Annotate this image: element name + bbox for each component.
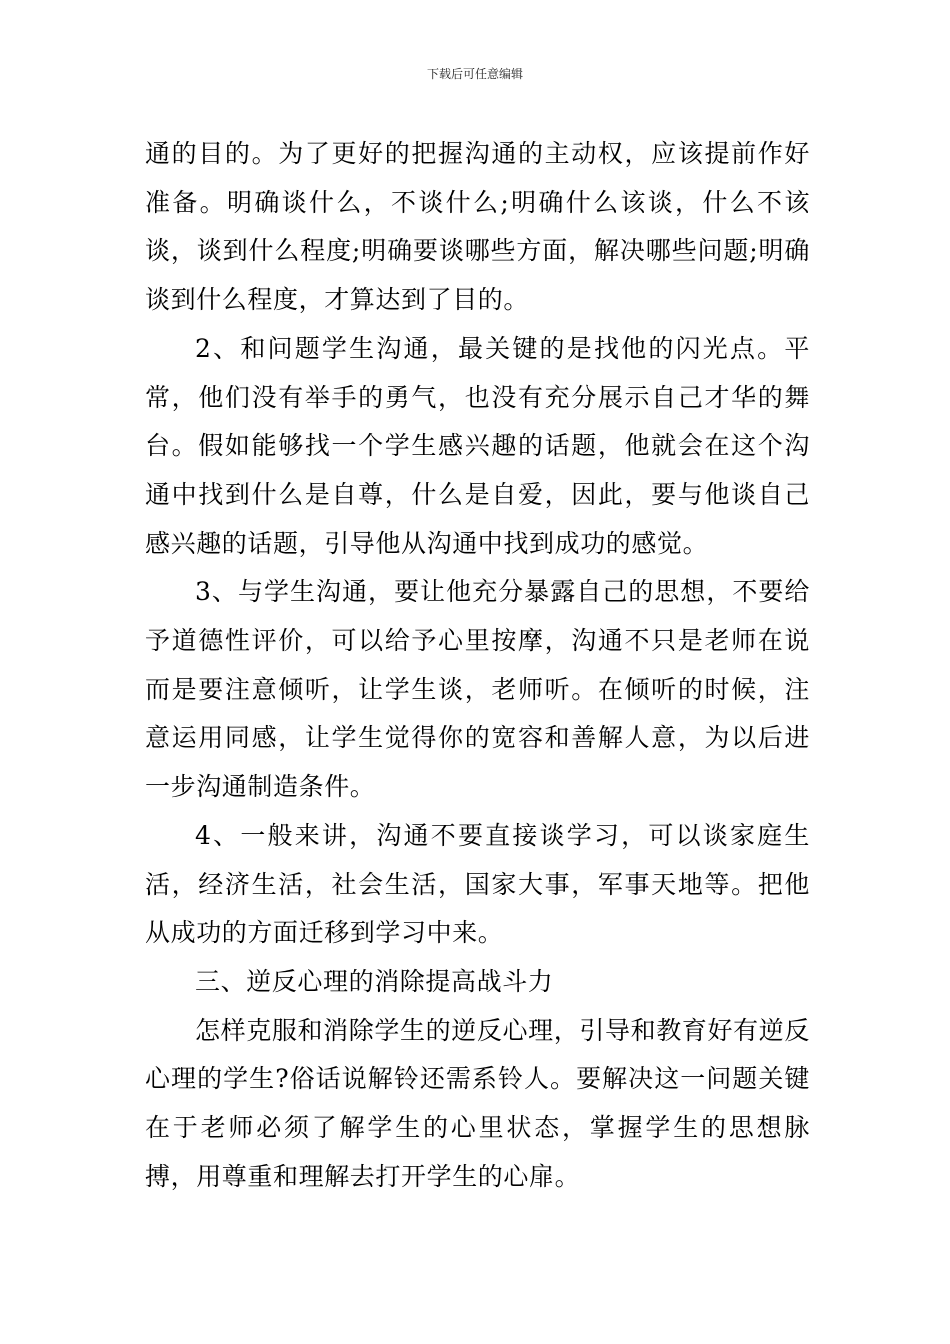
paragraph-point-4: 4、一般来讲，沟通不要直接谈学习，可以谈家庭生活，经济生活，社会生活，国家大事，军事天地等。把他从成功的方面迁移到学习中来。 xyxy=(145,820,810,948)
paragraph-continuation: 通的目的。为了更好的把握沟通的主动权，应该提前作好准备。明确谈什么，不谈什么;明确什么该谈，什么不该谈，谈到什么程度;明确要谈哪些方面，解决哪些问题;明确谈到什么程度，才算达到了目的。 xyxy=(145,139,810,315)
body-text xyxy=(145,130,810,1201)
paragraph-section-3-intro: 怎样克服和消除学生的逆反心理，引导和教育好有逆反心理的学生?俗话说解铃还需系铃人。要解决这一问题关键在于老师必须了解学生的心里状态，掌握学生的思想脉搏，用尊重和理解去打开学生的心扉。 xyxy=(145,1015,810,1191)
section-heading: 三、逆反心理的消除提高战斗力 xyxy=(195,966,554,996)
paragraph-point-3: 3、与学生沟通，要让他充分暴露自己的思想，不要给予道德性评价，可以给予心里按摩，沟通不只是老师在说而是要注意倾听，让学生谈，老师听。在倾听的时候，注意运用同感，让学生觉得你的宽容和善解人意，为以后进一步沟通制造条件。 xyxy=(145,577,810,802)
header-note: 下载后可任意编辑 xyxy=(426,67,523,81)
paragraph-point-2: 2、和问题学生沟通，最关键的是找他的闪光点。平常，他们没有举手的勇气，也没有充分展示自己才华的舞台。假如能够找一个学生感兴趣的话题，他就会在这个沟通中找到什么是自尊，什么是自爱，因此，要与他谈自己感兴趣的话题，引导他从沟通中找到成功的感觉。 xyxy=(145,333,810,558)
